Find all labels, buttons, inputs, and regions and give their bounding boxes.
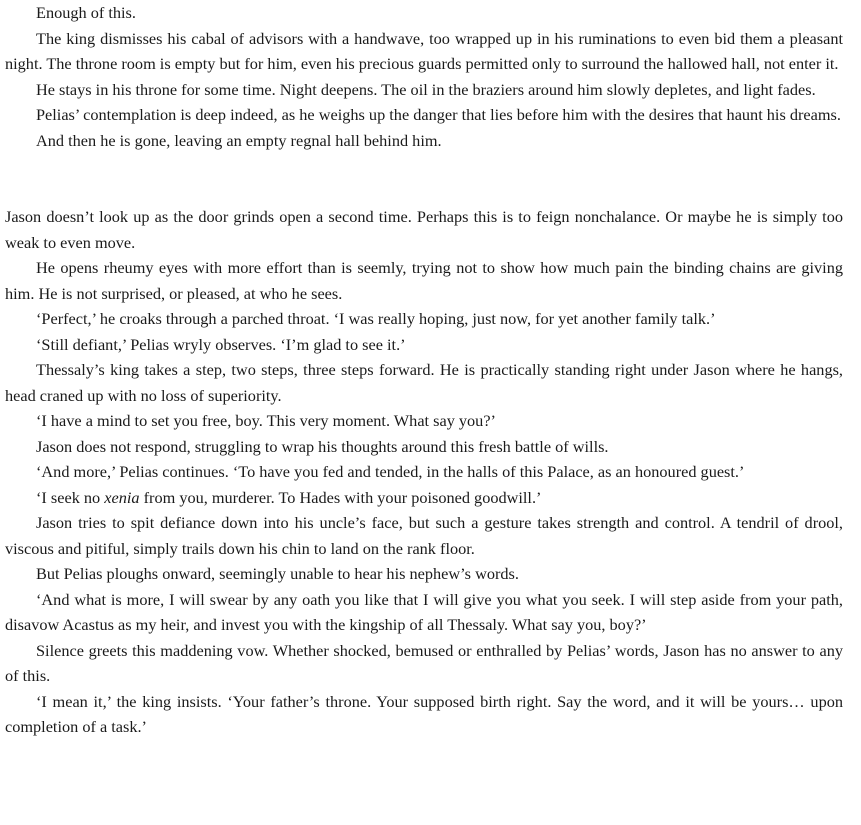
paragraph: Silence greets this maddening vow. Whether shocked, bemused or enthralled by Pelias’ words, Jason has no answer to any of this. [5,640,843,685]
paragraph: And then he is gone, leaving an empty regnal hall behind him. [36,130,442,150]
paragraph: Pelias’ contemplation is deep indeed, as he weighs up the danger that lies before him with the desires that haunt his dreams. [36,105,841,124]
section-break [5,153,843,204]
paragraph: Jason does not respond, struggling to wrap his thoughts around this fresh battle of wills. [36,436,609,456]
paragraph: The king dismisses his cabal of advisors with a handwave, too wrapped up in his ruminations to even bid them a pleasant night. The throne room is empty but for him, even his precious guards permitted only to surround the hallowed hall, not enter it. [5,28,843,73]
paragraph: Enough of this. [36,3,136,22]
paragraph: But Pelias ploughs onward, seemingly unable to hear his nephew’s words. [36,564,519,583]
paragraph: Jason tries to spit defiance down into his uncle’s face, but such a gesture takes strength and control. A tendril of drool, viscous and pitiful, simply trails down his chin to land on the rank floor. [5,513,843,558]
text-run: from you, murderer. To Hades with your poisoned goodwill.’ [139,487,542,507]
paragraph: ‘Still defiant,’ Pelias wryly observes. ‘I’m glad to see it.’ [36,334,406,354]
paragraph: He opens rheumy eyes with more effort than is seemly, trying not to show how much pain the binding chains are giving him. He is not surprised, or pleased, at who he sees. [5,258,843,303]
italic-word: xenia [104,487,140,507]
paragraph: Thessaly’s king takes a step, two steps, three steps forward. He is practically standing right under Jason where he hangs, head craned up with no loss of superiority. [5,360,843,405]
document-page [5,0,843,740]
paragraph: ‘I have a mind to set you free, boy. This very moment. What say you?’ [36,411,496,430]
paragraph: He stays in his throne for some time. Night deepens. The oil in the braziers around him slowly depletes, and light fades. [36,79,816,99]
paragraph: Jason doesn’t look up as the door grinds open a second time. Perhaps this is to feign nonchalance. Or maybe he is simply too weak to even move. [5,207,843,252]
paragraph [5,485,843,511]
text-run: ‘I seek no [36,487,105,507]
paragraph: ‘Perfect,’ he croaks through a parched throat. ‘I was really hoping, just now, for yet another family talk.’ [36,309,716,328]
paragraph: ‘I mean it,’ the king insists. ‘Your father’s throne. Your supposed birth right. Say the word, and it will be yours… upon completion of a task.’ [5,691,843,736]
paragraph: ‘And more,’ Pelias continues. ‘To have you fed and tended, in the halls of this Palace, as an honoured guest.’ [36,462,745,481]
paragraph: ‘And what is more, I will swear by any oath you like that I will give you what you seek. I will step aside from your path, disavow Acastus as my heir, and invest you with the kingship of all Thessaly. What say you, boy?’ [5,589,843,634]
